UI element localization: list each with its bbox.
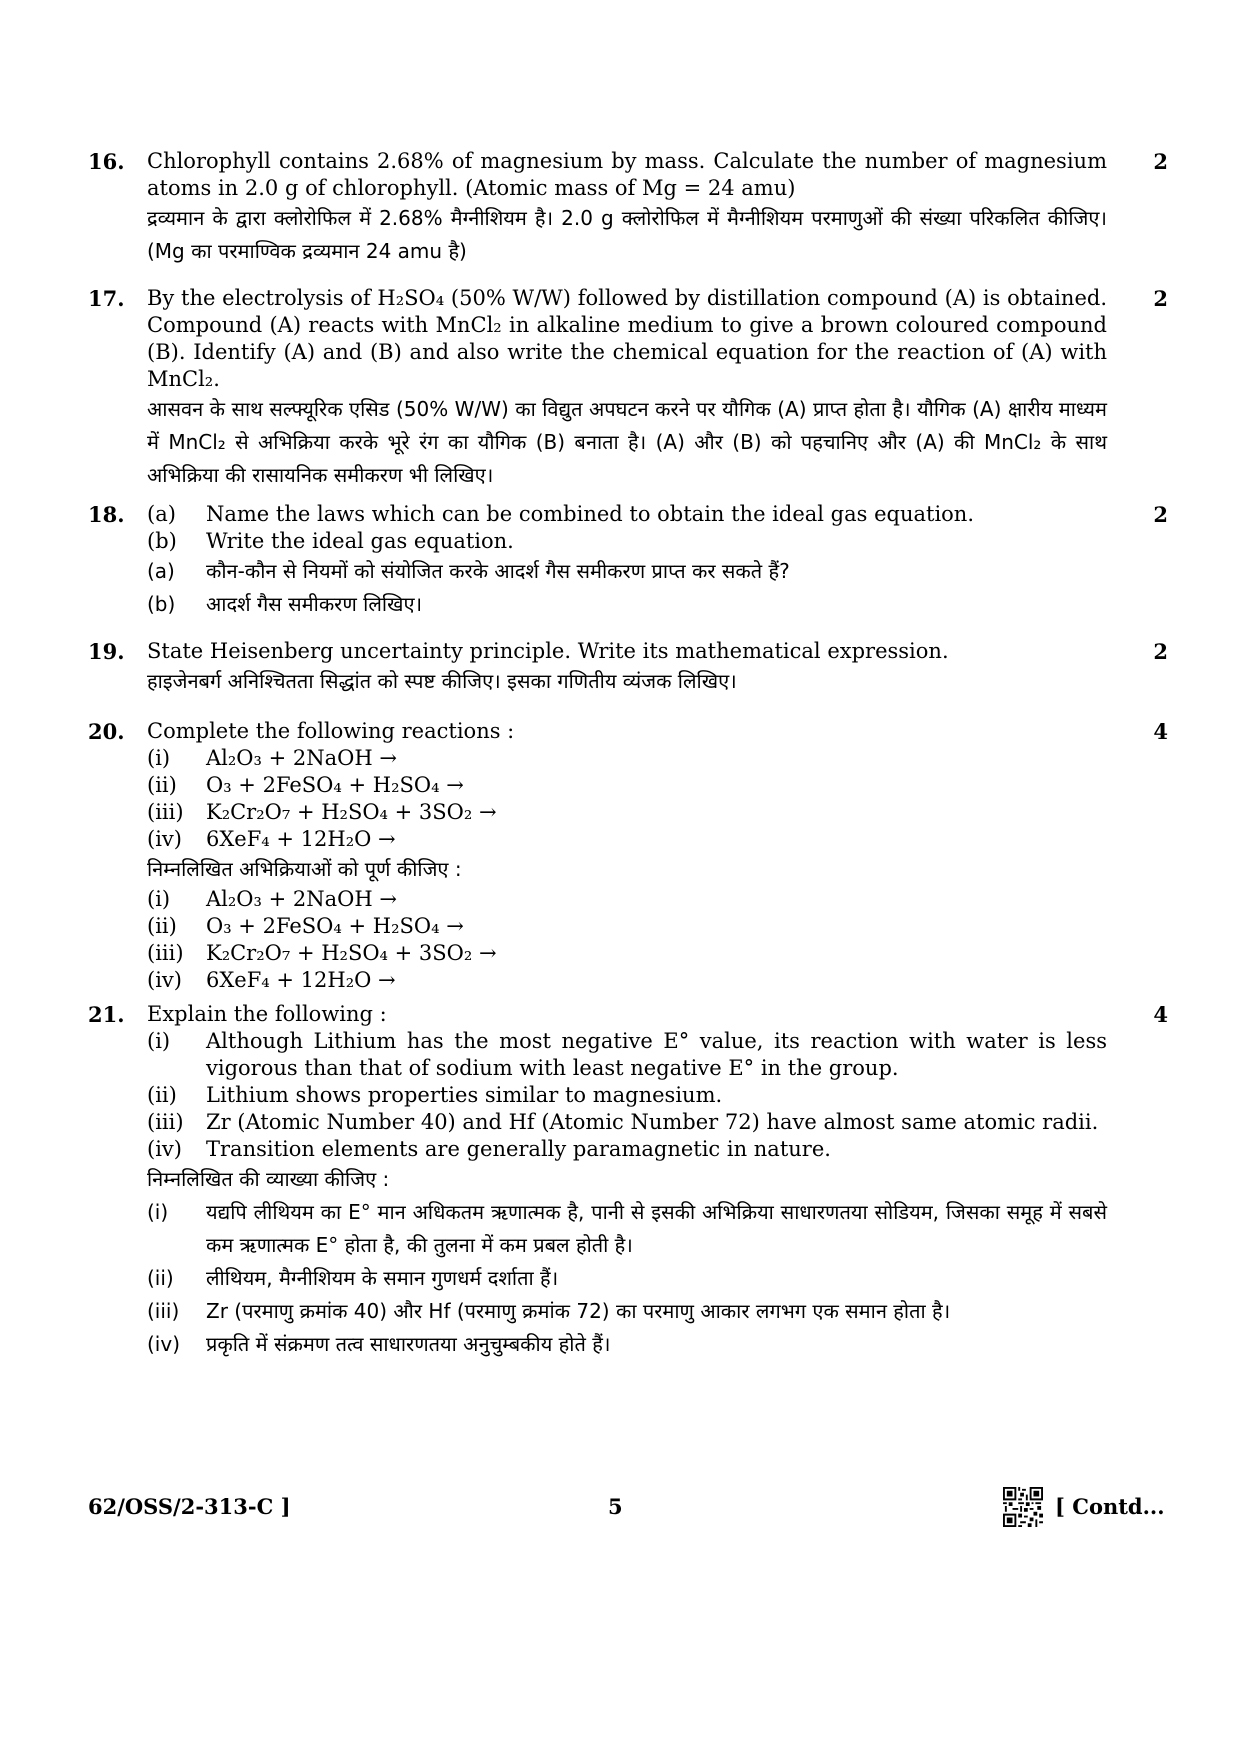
sub-text-hi: प्रकृति में संक्रमण तत्व साधारणतया अनुचुम्बकीय होते हैं। (206, 1332, 611, 1356)
sub-label: (iii) (147, 941, 184, 965)
sub-question (147, 1082, 1107, 1109)
reaction-equation: K₂Cr₂O₇ + H₂SO₄ + 3SO₂ → (206, 941, 497, 965)
marks: 2 (1153, 286, 1168, 311)
sub-question (147, 1028, 1107, 1082)
sub-label: (iv) (147, 1332, 180, 1356)
reaction (147, 886, 1107, 913)
marks: 2 (1153, 502, 1168, 527)
question-text-hi: द्रव्यमान के द्वारा क्लोरोफिल में 2.68% मैग्नीशियम है। 2.0 g क्लोरोफिल में मैग्नीशियम परमाणुओं की संख्या परिकलित कीजिए। (Mg का परमाण्विक द्रव्यमान 24 amu है) (147, 206, 1107, 263)
sub-question (147, 1109, 1107, 1136)
marks: 2 (1153, 639, 1168, 664)
sub-label: (a) (147, 559, 175, 583)
sub-text-hi: आदर्श गैस समीकरण लिखिए। (206, 592, 423, 616)
sub-question (147, 555, 1107, 588)
reaction-equation: 6XeF₄ + 12H₂O → (206, 968, 396, 992)
sub-label: (ii) (147, 1266, 174, 1290)
question-number: 18. (88, 502, 125, 527)
reaction-equation: K₂Cr₂O₇ + H₂SO₄ + 3SO₂ → (206, 800, 497, 824)
sub-text-en: Lithium shows properties similar to magnesium. (206, 1083, 723, 1107)
sub-text-en: Write the ideal gas equation. (206, 529, 514, 553)
sub-question (147, 1295, 1107, 1328)
question-21 (88, 1001, 1168, 1361)
question-text-en: Chlorophyll contains 2.68% of magnesium by mass. Calculate the number of magnesium atoms in 2.0 g of chlorophyll. (Atomic mass of Mg = 24 amu) (147, 149, 1107, 200)
reaction-equation: Al₂O₃ + 2NaOH → (206, 887, 397, 911)
question-19 (88, 638, 1168, 698)
question-number: 16. (88, 149, 125, 174)
reaction-equation: O₃ + 2FeSO₄ + H₂SO₄ → (206, 914, 464, 938)
question-text-hi: निम्नलिखित अभिक्रियाओं को पूर्ण कीजिए : (147, 857, 462, 881)
sub-label: (iv) (147, 827, 182, 851)
reaction-equation: O₃ + 2FeSO₄ + H₂SO₄ → (206, 773, 464, 797)
question-text-en: Explain the following : (147, 1002, 387, 1026)
sub-text-hi: कौन-कौन से नियमों को संयोजित करके आदर्श गैस समीकरण प्राप्त कर सकते हैं? (206, 559, 790, 583)
sub-label: (ii) (147, 914, 177, 938)
page-footer (88, 1487, 1168, 1527)
reaction (147, 913, 1107, 940)
question-text-en: Complete the following reactions : (147, 719, 515, 743)
question-number: 20. (88, 719, 125, 744)
question-number: 21. (88, 1002, 125, 1027)
sub-text-en: Name the laws which can be combined to obtain the ideal gas equation. (206, 502, 975, 526)
sub-label: (iii) (147, 800, 184, 824)
reaction (147, 799, 1107, 826)
question-text-hi: हाइजेनबर्ग अनिश्चितता सिद्धांत को स्पष्ट कीजिए। इसका गणितीय व्यंजक लिखिए। (147, 669, 737, 693)
qr-code-icon (1003, 1487, 1043, 1527)
page-number: 5 (608, 1494, 623, 1519)
sub-question (147, 1262, 1107, 1295)
sub-label: (iii) (147, 1299, 180, 1323)
reaction (147, 940, 1107, 967)
reaction-equation: 6XeF₄ + 12H₂O → (206, 827, 396, 851)
sub-label: (b) (147, 592, 176, 616)
sub-text-en: Although Lithium has the most negative E° value, its reaction with water is less vigorous than that of sodium with least negative E° in the group. (206, 1029, 1107, 1080)
question-text-hi: आसवन के साथ सल्फ्यूरिक एसिड (50% W/W) का विद्युत अपघटन करने पर यौगिक (A) प्राप्त होता है। यौगिक (A) क्षारीय माध्यम में MnCl₂ से अभिक्रिया करके भूरे रंग का यौगिक (B) बनाता है। (A) और (B) को पहचानिए और (A) की MnCl₂ के साथ अभिक्रिया की रासायनिक समीकरण भी लिखिए। (147, 397, 1107, 487)
question-number: 17. (88, 286, 125, 311)
sub-label: (b) (147, 529, 177, 553)
question-16 (88, 148, 1168, 268)
sub-question (147, 588, 1107, 621)
continued-label: [ Contd... (1055, 1494, 1165, 1519)
question-number: 19. (88, 639, 125, 664)
question-text-en: By the electrolysis of H₂SO₄ (50% W/W) followed by distillation compound (A) is obtained. Compound (A) reacts with MnCl₂ in alkaline medium to give a brown coloured compound (B). Identify (A) and (B) and also write the chemical equation for the reaction of (A) with MnCl₂. (147, 286, 1107, 391)
sub-label: (iv) (147, 968, 182, 992)
sub-text-en: Zr (Atomic Number 40) and Hf (Atomic Number 72) have almost same atomic radii. (206, 1110, 1099, 1134)
sub-question (147, 1328, 1107, 1361)
question-text-hi: निम्नलिखित की व्याख्या कीजिए : (147, 1167, 390, 1191)
sub-question (147, 1196, 1107, 1262)
reaction-equation: Al₂O₃ + 2NaOH → (206, 746, 397, 770)
sub-label: (iv) (147, 1137, 182, 1161)
sub-question (147, 1136, 1107, 1163)
sub-label: (ii) (147, 773, 177, 797)
sub-question (147, 528, 1107, 555)
sub-text-hi: Zr (परमाणु क्रमांक 40) और Hf (परमाणु क्रमांक 72) का परमाणु आकार लगभग एक समान होता है। (206, 1299, 951, 1323)
reaction (147, 967, 1107, 994)
question-text-en: State Heisenberg uncertainty principle. Write its mathematical expression. (147, 639, 949, 663)
reaction (147, 772, 1107, 799)
sub-label: (i) (147, 887, 171, 911)
sub-label: (i) (147, 1029, 171, 1053)
sub-text-en: Transition elements are generally paramagnetic in nature. (206, 1137, 831, 1161)
marks: 4 (1153, 1002, 1168, 1027)
sub-label: (i) (147, 746, 171, 770)
marks: 2 (1153, 149, 1168, 174)
paper-code: 62/OSS/2-313-C ] (88, 1494, 291, 1519)
sub-label: (ii) (147, 1083, 177, 1107)
marks: 4 (1153, 719, 1168, 744)
sub-text-hi: लीथियम, मैग्नीशियम के समान गुणधर्म दर्शाता हैं। (206, 1266, 559, 1290)
reaction (147, 826, 1107, 853)
question-17 (88, 285, 1168, 492)
sub-question (147, 501, 1107, 528)
sub-text-hi: यद्यपि लीथियम का E° मान अधिकतम ऋणात्मक है, पानी से इसकी अभिक्रिया साधारणतया सोडियम, जिसका समूह में सबसे कम ऋणात्मक E° होता है, की तुलना में कम प्रबल होती है। (206, 1200, 1107, 1257)
sub-label: (iii) (147, 1110, 184, 1134)
sub-label: (a) (147, 502, 176, 526)
sub-label: (i) (147, 1200, 169, 1224)
question-18 (88, 501, 1168, 621)
question-20 (88, 718, 1168, 994)
reaction (147, 745, 1107, 772)
